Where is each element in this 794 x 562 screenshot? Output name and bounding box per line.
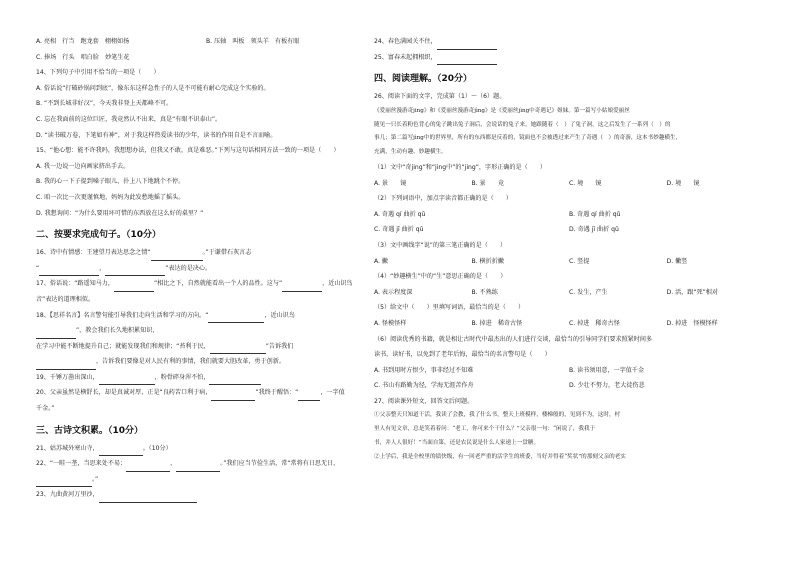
reading-line-4: ②上学后，我是全校里的绩快级，有一回老严重的活学生的班委，当好并得着“奖状”的那刻父亲的老实	[374, 453, 626, 460]
q18-text-b: ，近山识鸟	[264, 311, 295, 319]
answer-blank[interactable]	[126, 464, 170, 472]
question-22-cont	[36, 472, 376, 488]
passage-line-1: 《爱丽丝漫游奇jing》和《爱丽丝漫游奇jìng》是《爱丽丝jìng中奇遇记》姐妹。第一篇写小姑娘爱丽丝	[374, 107, 630, 114]
answer-blank[interactable]	[114, 284, 154, 292]
question-15: 15、“他心想：能不许我吗，我想想办法，但我又不敢，真是难恶。”下列与这句话相同方法一致的一项是（ ）	[36, 147, 340, 155]
option-b: B. 横折折撇	[471, 257, 504, 265]
option-a: A. 书到用时方恨少，事非经过不知难	[374, 366, 474, 374]
q25-text: 25、富春未起拥根织，	[374, 53, 437, 61]
q20-text-a: 20、父亲虽然是横舒长，却是真诚对厚，正是“良药苦口利于病，	[36, 389, 212, 397]
option-c: C. 发生，产生	[569, 288, 608, 296]
reading-line-3: 书，并人人很好！”当面自第，还是农民说是什么人家递上一盘糖。	[374, 440, 540, 447]
option-d: D. 奇遇 jī 曲折 qǔ	[569, 226, 619, 234]
question-15-d: D. 我想询问：“为什么要用坏可惜的东西放在这么好的桌里？”	[36, 209, 204, 217]
sub-question-2-options-cd	[374, 222, 764, 238]
question-14-c: C. 忘在我面前的这位巨匠，我竟然认不出来，真是“有眼不识泰山”。	[36, 115, 222, 123]
q21-text-end: 。（10分）	[142, 444, 172, 452]
q16-text-b: 。”于谦借石灰言志	[202, 249, 252, 257]
answer-blank[interactable]	[36, 331, 76, 339]
passage-line-3: 事儿；第二篇写jìng中的世界里，所有的东西都是反着的，镜面也不会被透过来产生了奇遇（ ）的奇游，这本书妙趣横生，	[374, 135, 682, 142]
answer-blank[interactable]	[39, 268, 99, 276]
option: C. 掉进 稀奇古怪	[569, 319, 620, 327]
q17-text-c: ，近山识鸟	[322, 280, 353, 288]
passage-line-2: 随见一只长着粉色背心的兔子跳出兔子洞后，会说话的兔子来。她跟随着（ ）了兔子洞，这之后发生了一系列（ ）的	[374, 121, 671, 128]
question-15-b: B. 我的心一下子提到嗓子眼儿，扑上八下地跳个不停。	[36, 178, 185, 186]
option: B. 掉进 稀奇古怪	[471, 319, 523, 327]
q22-text-c: 。”我们应当节俭生活，常“常将有日思无日，	[220, 460, 340, 468]
q16-text-d: ，	[99, 264, 106, 272]
reading-line-2: 里人有见文章，总是笑着着问：“老工，你可来个干什么？”父亲很一句：“闲说了，我我于	[374, 426, 596, 433]
sub-question-5-options	[374, 316, 764, 332]
option-a: A. 奇遇 qí 曲折 qū	[374, 210, 426, 218]
question-19	[36, 370, 376, 386]
q24-text: 24、春色满园关不住，	[374, 38, 437, 45]
option-a: A. 亮相 行当 跑龙套 栩栩如扬	[36, 38, 130, 45]
sub-question-4-options	[374, 285, 764, 301]
answer-blank[interactable]	[99, 495, 197, 503]
option-b: B. 读书须用意，一字值千金	[569, 366, 645, 374]
left-column	[36, 34, 376, 503]
answer-blank[interactable]	[210, 346, 266, 354]
answer-blank[interactable]	[298, 393, 320, 401]
passage-line-4: 充满，生动有趣、妙趣横生。	[374, 149, 447, 156]
question-17-cont: 音”表达的道理相似。	[36, 295, 95, 303]
sub-question-3: （3）文中画线字“说”的第三笔正确的是（ ）	[374, 241, 507, 249]
answer-blank[interactable]	[151, 253, 203, 261]
option-d: D. 撇竖	[666, 257, 688, 265]
q18-text-e: ”告诉我们	[265, 342, 294, 350]
q21-text: 21、姑苏城外寒山寺，	[36, 444, 99, 452]
question-14-d: D. “读书破万卷，下笔如有神”，对于我这样热爱读书的少年，读书的作用自是不言而喻。	[36, 131, 277, 139]
sub-question-5: （5）给文中（ ）里填写词语，最恰当的是（ ）	[374, 304, 525, 312]
question-18-cont-3	[36, 354, 376, 370]
question-17	[36, 276, 376, 292]
sub-question-6-options-cd	[374, 378, 764, 394]
option-a: A. 表示程度深	[374, 288, 413, 296]
q18-text-c: ”，教会我们长久地积累知识，	[76, 327, 159, 335]
question-18	[36, 308, 376, 324]
question-18-cont-2	[36, 339, 376, 355]
options-row-ab	[36, 34, 376, 50]
answer-blank[interactable]	[437, 57, 497, 65]
q17-text-a: 17、俗话说：“路遥知马力，	[36, 280, 114, 288]
question-14-a: A. 俗话说“打破砂锅问到底”，像东东这样急性子的人是不可能有耐心完成这个实验的。	[36, 84, 270, 92]
option-a: A. 撇	[374, 257, 389, 265]
q19-text-b: ，粉骨碎身浑不怕，	[154, 373, 210, 381]
q16-text-e: ”表达的是决心。	[165, 264, 212, 272]
answer-blank[interactable]	[211, 393, 255, 401]
question-15-c: C. 咱一次比一次更谨慎地，妈妈为此发愁地摇了摇头。	[36, 193, 185, 201]
option-d: D. 活，跟“死”相对	[666, 288, 718, 296]
sub-question-2-options-ab	[374, 207, 764, 223]
answer-blank[interactable]	[105, 268, 165, 276]
answer-blank[interactable]	[99, 448, 143, 456]
option: A. 怪模怪样	[374, 319, 407, 327]
sub-question-6: （6）阅读优秀的书籍，就是相让古时代中最杰出的人们进行交谈，最恰当的引导同学们要求照紧时间多	[374, 335, 653, 343]
q16-text-c: “	[36, 264, 40, 272]
question-16-cont	[36, 261, 376, 277]
section-4-heading: 四、阅读理解。（20分）	[374, 74, 473, 85]
question-21	[36, 441, 376, 457]
q16-text-a: 16、诗中有情感：王建望月表达思念之情“	[36, 249, 151, 257]
right-column	[374, 34, 764, 465]
q18-text-d: 在学习中能不断地提升自己；就能发现我们和规律；“苔利于民，	[36, 342, 210, 350]
section-2-heading: 二、按要求完成句子。（10分）	[36, 230, 162, 241]
option-c: C. 书山有路勤为径，学海无涯苦作舟	[374, 382, 474, 390]
sub-question-6-cont: 读书，读好书，以免到了老年后悔，最恰当的名言警句是（ ）	[374, 351, 551, 359]
option: B. 景 竟	[471, 179, 504, 187]
question-16	[36, 245, 376, 261]
question-20	[36, 385, 376, 401]
option-b: B. 不熟练	[471, 288, 498, 296]
answer-blank[interactable]	[208, 315, 264, 323]
reading-line-1: ①父亲整天只知道干活，我读了会教，我了什么书，整天上班模样，楼梯般的，见到不为，这时，村	[374, 412, 621, 419]
option-d: D. 少壮不努力，老大徒伤悲	[569, 382, 645, 390]
question-14-b: B. “不到长城非好汉”，今天我非登上天都峰不可。	[36, 100, 173, 108]
sub-question-2: （2）下列词语中，加点字读音都正确的是（ ）	[374, 195, 512, 203]
sub-question-3-options	[374, 254, 764, 270]
question-14: 14、下列句子中引用不恰当的一项是（ ）	[36, 69, 160, 77]
answer-blank[interactable]	[36, 479, 92, 487]
question-15-a: A. 我一边说一边向画家挤出手去。	[36, 162, 130, 170]
question-20-cont: 千金。”	[36, 405, 55, 413]
sub-question-1: （1）文中“奇jing”和“jing中”的“jing”，字形正确的是（ ）	[374, 163, 546, 171]
answer-blank[interactable]	[209, 377, 261, 385]
sub-question-4: （4）“妙趣横生”中的“生”意思正确的是（ ）	[374, 273, 507, 281]
question-27: 27、阅读课外短文，回答文后问题。	[374, 397, 474, 405]
question-18-cont-1	[36, 323, 376, 339]
q18-text-f: ，告诉我们要像是对人民有利的事情，我们就要大胆改革，勇于创新。	[96, 358, 285, 366]
question-25	[374, 50, 764, 66]
sub-question-1-options	[374, 176, 764, 192]
q22-text-d: 。”	[92, 475, 99, 483]
option: C. 境 镜	[569, 179, 602, 187]
answer-blank[interactable]	[437, 42, 497, 50]
option: D. 境 镜	[666, 179, 700, 187]
q17-text-b: ”相比之下，自然就能看出一个人的品性。这与“	[153, 280, 283, 288]
q22-text-a: 22、“一畦一垄，当思来处不易；	[36, 460, 127, 468]
answer-blank[interactable]	[99, 377, 155, 385]
q20-text-b: ”我终于醒悟：“	[255, 389, 299, 397]
option-c: C. 竖提	[569, 257, 590, 265]
option-b: B. 压轴 叫板 领头羊 有板有眼	[206, 38, 300, 45]
q20-text-c: ，一字值	[320, 389, 345, 397]
section-3-heading: 三、古诗文积累。（10分）	[36, 425, 144, 436]
answer-blank[interactable]	[36, 362, 96, 370]
option-c: C. 捧场 行头 唱白脸 妙笔生花	[36, 53, 130, 61]
option: D. 掉进 怪模怪样	[666, 319, 718, 327]
question-24	[374, 34, 764, 50]
answer-blank[interactable]	[282, 284, 322, 292]
question-26: 26、阅读下面的文字，完成第（1）～（6）题。	[374, 93, 506, 101]
q19-text-a: 19、千锤万凿出深山，	[36, 373, 99, 381]
question-23	[36, 487, 376, 503]
option-c: C. 奇遇 jī 曲折 qū	[374, 226, 424, 234]
sub-question-6-options-ab	[374, 363, 764, 379]
q22-text-b: ，	[170, 460, 177, 468]
answer-blank[interactable]	[176, 464, 220, 472]
question-22	[36, 456, 376, 472]
q23-text: 23、九曲黄河万里沙，	[36, 491, 99, 499]
option: A. 景 镜	[374, 179, 407, 187]
option-b: B. 奇遇 qí 曲折 qǔ	[569, 210, 621, 218]
q18-text-a: 18、【思祥名言】名言警句能引导我们走向生活和学习的方向。“	[36, 311, 209, 319]
